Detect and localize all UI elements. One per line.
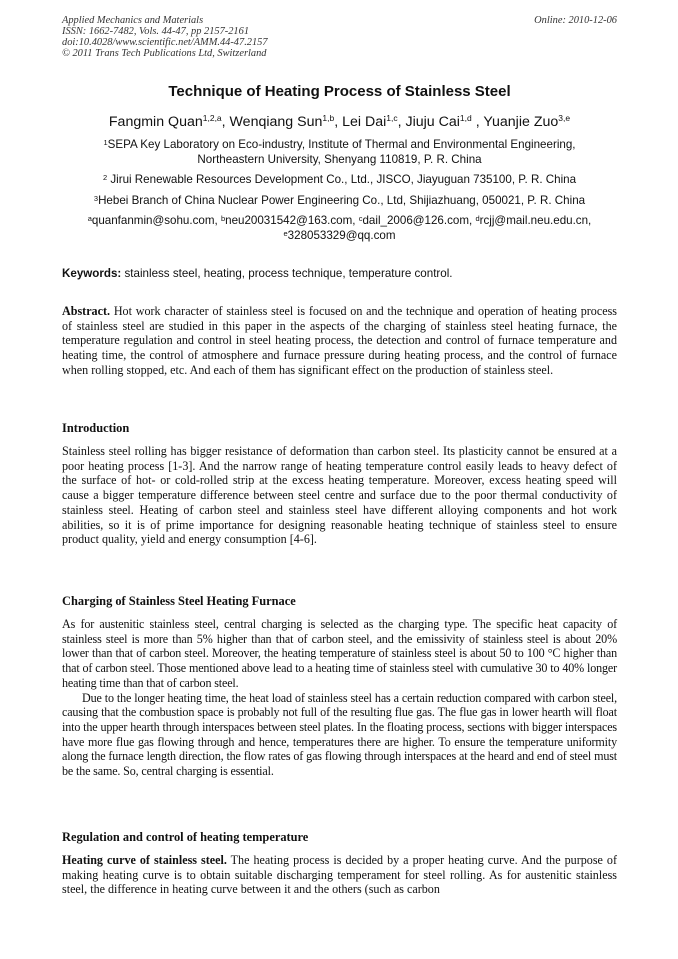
affiliation-text: Northeastern University, Shenyang 110819, P. R. China bbox=[197, 152, 482, 166]
author-name: Lei Dai bbox=[342, 114, 387, 130]
author-sep: , bbox=[334, 114, 343, 130]
email-sup: c bbox=[358, 214, 363, 223]
author-sup: 1,b bbox=[322, 113, 335, 123]
section-heading-regulation: Regulation and control of heating temperature bbox=[62, 830, 309, 844]
keywords-text: stainless steel, heating, process technique, temperature control. bbox=[121, 267, 453, 280]
paper-title: Technique of Heating Process of Stainless Steel bbox=[168, 83, 511, 100]
author-sup: 1,c bbox=[386, 113, 398, 123]
email-text: 328053329@qq.com bbox=[287, 228, 396, 242]
affiliation-sup: 2 bbox=[102, 173, 108, 182]
abstract-label: Abstract. bbox=[62, 304, 111, 318]
online-date: Online: 2010-12-06 bbox=[534, 15, 617, 26]
journal-name: Applied Mechanics and Materials bbox=[62, 15, 204, 26]
section-heading-charging: Charging of Stainless Steel Heating Furnace bbox=[62, 594, 296, 608]
affiliation-text: SEPA Key Laboratory on Eco-industry, Institute of Thermal and Environmental Engineering, bbox=[107, 138, 576, 151]
email-sup: d bbox=[475, 214, 480, 223]
introduction-paragraph bbox=[62, 444, 617, 547]
email-sup: b bbox=[220, 214, 226, 223]
affiliation-1 bbox=[62, 138, 617, 167]
author-sup: 1,2,a bbox=[202, 113, 222, 123]
author-sup: 3,e bbox=[558, 113, 571, 123]
email-list bbox=[62, 214, 617, 243]
author-sep: , bbox=[221, 114, 230, 130]
author-name: Fangmin Quan bbox=[108, 114, 203, 130]
affiliation-sup: 1 bbox=[103, 138, 108, 147]
charging-paragraphs bbox=[62, 617, 617, 779]
abstract bbox=[62, 304, 617, 378]
author-sup: 1,d bbox=[459, 113, 472, 123]
email-sup: e bbox=[283, 228, 288, 238]
abstract-text: Hot work character of stainless steel is focused on and the technique and operation of heating process of stainless steel are studied in this paper in the aspects of the charging of stainless steel heating furnace, the temperature regulation and control in steel heating process, the detection and control of furnace temperature and heating time, the control of atmosphere and furnace pressure during heating process, and the control of furnace when rolling stopped, etc. And each of them has significant effect on the production of stainless steel. bbox=[62, 304, 617, 377]
email-sup: a bbox=[87, 214, 92, 223]
author-name: Jiuju Cai bbox=[405, 114, 460, 130]
subsection-label: Heating curve of stainless steel. bbox=[62, 853, 227, 867]
regulation-text: The heating process is decided by a proper heating curve. And the purpose of making heating curve is to obtain suitable discharging temperament for steel rolling. As for austenitic stainless steel, the difference in heating curve between it and the others (such as carbon bbox=[62, 853, 617, 897]
journal-header bbox=[62, 15, 617, 59]
author-sep: , bbox=[397, 114, 406, 130]
keywords-label: Keywords: bbox=[62, 267, 122, 280]
charging-paragraph-2: Due to the longer heating time, the heat load of stainless steel has a certain reduction compared with carbon steel, causing that the combustion space is probably not full of the resulting flue gas. The flue gas in lower hearth will float into the upper hearth through interspaces between steel plates. In the floating process, sections with bigger interspaces have more flue gas flowing through and hence, temperatures there are higher. To ensure the temperature uniformity along the furnace length direction, the flow rates of gas flowing through interspaces at the heard and end of steel must be the same. So, central charging is essential. bbox=[62, 690, 617, 779]
charging-paragraph-1: As for austenitic stainless steel, central charging is selected as the charging type. The specific heat capacity of stainless steel is more than 5% higher than that of carbon steel, and the emissivity of stainless steel is about 20% lower than that of carbon steel. Moreover, the heating temperature of stainless steel is about 50 to 100 °C higher than that of carbon steel. Those mentioned above lead to a heating time of stainless steel with cumulative 30 to 40% longer heating time than that of carbon steel. bbox=[62, 617, 617, 690]
regulation-paragraph bbox=[62, 853, 617, 897]
doi-line: doi:10.4028/www.scientific.net/AMM.44-47.2157 bbox=[62, 37, 268, 48]
email-text: quanfanmin@sohu.com, bbox=[91, 214, 221, 227]
author-name: Yuanjie Zuo bbox=[483, 114, 559, 130]
author-name: Wenqiang Sun bbox=[229, 114, 323, 130]
affiliation-text: Jirui Renewable Resources Development Co., Ltd., JISCO, Jiayuguan 735100, P. R. China bbox=[107, 173, 577, 186]
affiliations bbox=[62, 138, 617, 249]
copyright-line: © 2011 Trans Tech Publications Ltd, Switzerland bbox=[62, 48, 267, 59]
email-text: rcjj@mail.neu.edu.cn, bbox=[479, 214, 592, 227]
issn-line: ISSN: 1662-7482, Vols. 44-47, pp 2157-2161 bbox=[62, 26, 250, 37]
author-list bbox=[62, 114, 617, 130]
author-sep: , bbox=[471, 114, 484, 130]
keywords bbox=[62, 267, 617, 280]
affiliation-3 bbox=[62, 194, 617, 209]
affiliation-sup: 3 bbox=[93, 193, 99, 203]
affiliation-text: Hebei Branch of China Nuclear Power Engineering Co., Ltd, Shijiazhuang, 050021, P. R. China bbox=[98, 193, 586, 207]
email-text: neu20031542@163.com, bbox=[225, 214, 359, 227]
section-heading-introduction: Introduction bbox=[62, 421, 130, 435]
introduction-text: Stainless steel rolling has bigger resistance of deformation than carbon steel. Its plasticity cannot be ensured at a poor heating process [1-3]. And the narrow range of heating temperature control easily leads to heavy defect of the surface of hot- or cold-rolled strip at the excess heating temperature. Moreover, excess heating speed will cause a bigger temperature difference between steel centre and surface due to the poor thermal conductivity of stainless steel. Heating of carbon steel and stainless steel have different alloying components and hot work abilities, so it is of prime importance for designing reasonable heating technique of stainless steel to ensure product quality, yield and energy consumption [4-6]. bbox=[62, 444, 617, 547]
email-text: dail_2006@126.com, bbox=[362, 214, 476, 227]
affiliation-2 bbox=[62, 173, 617, 188]
